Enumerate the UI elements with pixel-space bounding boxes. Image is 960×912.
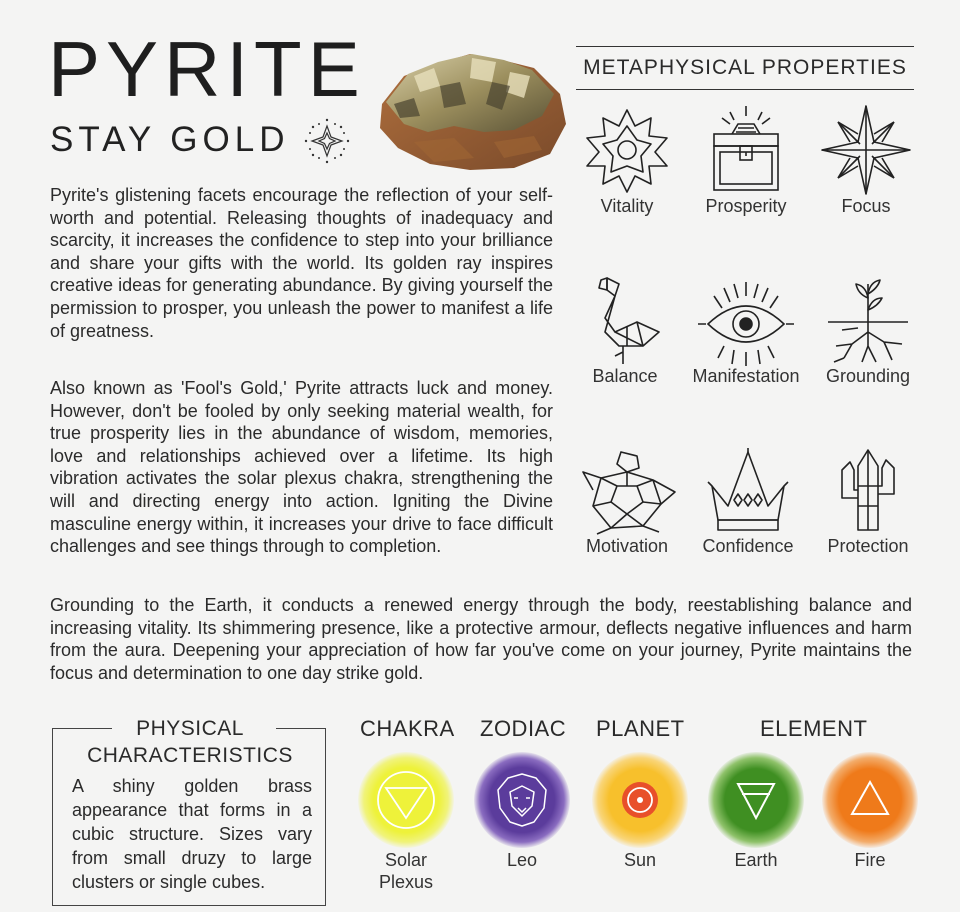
property-manifestation (686, 276, 806, 387)
property-label: Focus (841, 196, 891, 216)
earth-element-icon (708, 752, 804, 848)
leo-zodiac-symbol (474, 752, 570, 848)
solar-plexus-chakra-symbol (358, 752, 454, 848)
chakra-label-line-2: Plexus (378, 872, 434, 892)
pyrite-stone-image (374, 46, 570, 174)
heading-line-1: PHYSICAL (136, 717, 244, 740)
flower-icon (581, 104, 673, 196)
zodiac-heading: ZODIAC (480, 716, 567, 741)
treasure-chest-icon (700, 104, 792, 196)
fire-element-symbol (822, 752, 918, 848)
property-label: Prosperity (705, 196, 787, 216)
property-grounding (808, 276, 928, 387)
property-vitality (567, 104, 687, 217)
property-label: Grounding (825, 366, 911, 386)
crown-icon (698, 446, 798, 536)
sprout-roots-icon (822, 276, 914, 366)
sun-planet-symbol (592, 752, 688, 848)
chakra-heading: CHAKRA (360, 716, 455, 741)
page-subtitle: STAY GOLD (50, 120, 290, 159)
metaphysical-properties-heading: METAPHYSICAL PROPERTIES (576, 46, 914, 90)
description-paragraph-3: Grounding to the Earth, it conducts a renewed energy through the body, reestablishing balance and increasing vitality. Its shimmering presence, like a protective armour, deflects negative influences and harm from the aura. Deepening your appreciation of how far you've come on your journey, Pyrite maintains the focus and determination to one day strike gold. (50, 595, 912, 683)
property-label: Motivation (585, 536, 669, 556)
sparkle-star-icon (302, 116, 352, 166)
physical-characteristics-heading (70, 715, 310, 769)
heading-line-2: CHARACTERISTICS (87, 744, 293, 767)
cactus-icon (822, 446, 914, 536)
turtle-icon (577, 446, 677, 536)
element-fire-label: Fire (854, 850, 886, 870)
property-label: Confidence (702, 536, 794, 556)
planet-heading: PLANET (596, 716, 685, 741)
property-prosperity (686, 104, 806, 217)
property-protection (808, 446, 928, 557)
chakra-label (351, 849, 461, 893)
property-focus (806, 104, 926, 217)
chakra-label-line-1: Solar (384, 850, 428, 870)
compass-star-icon (820, 104, 912, 196)
element-earth-label: Earth (734, 850, 778, 870)
property-label: Balance (592, 366, 658, 386)
physical-characteristics-text: A shiny golden brass appearance that forms in a cubic structure. Sizes vary from small druzy to large clusters or single cubes. (72, 776, 312, 892)
planet-label: Sun (623, 850, 657, 870)
property-label: Protection (827, 536, 909, 556)
property-label: Vitality (600, 196, 654, 216)
description-paragraph-1: Pyrite's glistening facets encourage the reflection of your self-worth and potential. Releasing thoughts of inadequacy and scarcity, it increases the confidence to step into your brilliance and share your gifts with the world. Its golden ray inspires creative ideas for generating abundance. By giving yourself the permission to prosper, you unleash the power to manifest a life of greatness. (50, 185, 553, 341)
earth-element-symbol (708, 752, 804, 848)
property-motivation (567, 446, 687, 557)
zodiac-label: Leo (506, 850, 538, 870)
eye-icon (696, 276, 796, 366)
flamingo-icon (579, 276, 671, 366)
property-label: Manifestation (692, 366, 800, 386)
element-heading: ELEMENT (760, 716, 868, 741)
property-confidence (688, 446, 808, 557)
description-paragraph-2: Also known as 'Fool's Gold,' Pyrite attracts luck and money. However, don't be fooled by only seeking material wealth, for true prosperity lies in the abundance of wisdom, memories, love and relationships achieved over a lifetime. Its high vibration activates the solar plexus chakra, strengthening the will and directing energy into action. Igniting the Divine masculine energy within, it increases your drive to face difficult challenges and see things through to completion. (50, 378, 553, 557)
fire-element-icon (822, 752, 918, 848)
solar-plexus-chakra-icon (358, 752, 454, 848)
sun-icon (592, 752, 688, 848)
lion-head-icon (474, 752, 570, 848)
page-title: PYRITE (48, 25, 366, 113)
property-balance (565, 276, 685, 387)
